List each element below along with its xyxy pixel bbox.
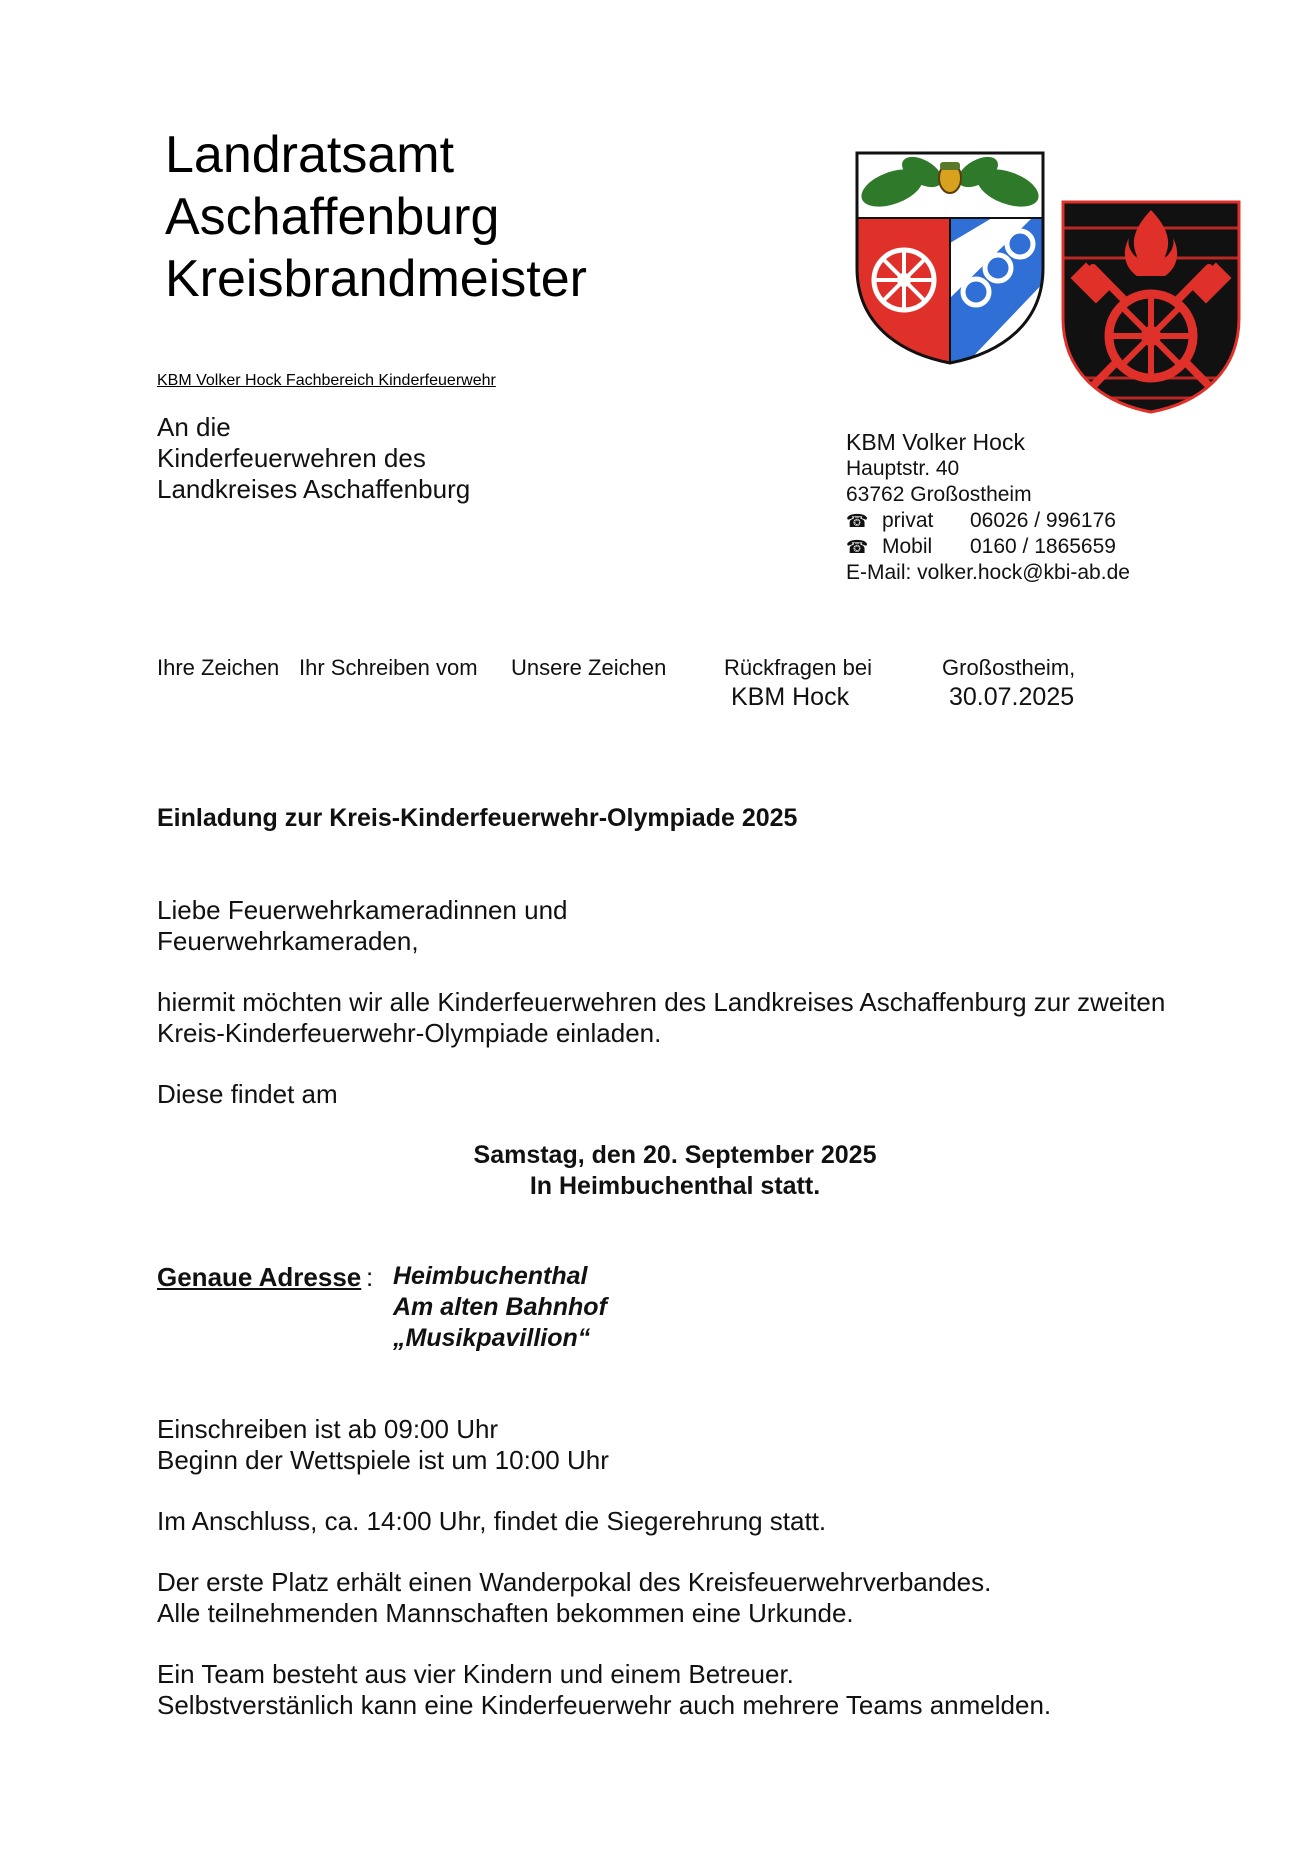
phone-label: privat <box>882 509 934 532</box>
ref-unsere-zeichen: Unsere Zeichen <box>511 655 667 680</box>
telephone-icon: ☎ <box>846 537 869 557</box>
contact-email[interactable]: E-Mail: volker.hock@kbi-ab.de <box>846 561 1130 584</box>
phone-row-mobile <box>846 534 1130 560</box>
letterhead-line-3: Kreisbrandmeister <box>165 250 587 308</box>
letterhead-line-1: Landratsamt <box>165 126 455 184</box>
prizes-line-2: Alle teilnehmenden Mannschaften bekommen eine Urkunde. <box>157 1598 854 1628</box>
contact-street: Hauptstr. 40 <box>846 457 960 480</box>
prizes-line-1: Der erste Platz erhält einen Wanderpokal des Kreisfeuerwehrverbandes. <box>157 1567 992 1597</box>
ceremony-paragraph: Im Anschluss, ca. 14:00 Uhr, findet die Siegerehrung statt. <box>157 1506 827 1536</box>
schedule-line-2: Beginn der Wettspiele ist um 10:00 Uhr <box>157 1445 609 1475</box>
ref-ihr-schreiben: Ihr Schreiben vom <box>299 655 478 680</box>
event-address <box>393 1261 607 1354</box>
phone-number: 0160 / 1865659 <box>970 535 1116 558</box>
ref-ihre-zeichen: Ihre Zeichen <box>157 655 280 680</box>
intro-line-2: Kreis-Kinderfeuerwehr-Olympiade einladen. <box>157 1018 662 1048</box>
recipient-line-3: Landkreises Aschaffenburg <box>157 474 471 504</box>
greeting-line-1: Liebe Feuerwehrkameradinnen und <box>157 895 568 925</box>
ref-rueckfragen-value: KBM Hock <box>731 683 850 711</box>
aschaffenburg-district-coat-of-arms-icon <box>852 148 1048 373</box>
phone-number: 06026 / 996176 <box>970 509 1116 532</box>
ref-ort: Großostheim, <box>942 655 1076 680</box>
phone-label: Mobil <box>882 535 933 558</box>
greeting-line-2: Feuerwehrkameraden, <box>157 926 419 956</box>
intro-line-1: hiermit möchten wir alle Kinderfeuerwehren des Landkreises Aschaffenburg zur zweiten <box>157 987 1166 1017</box>
prizes-paragraph <box>157 1567 991 1629</box>
intro-paragraph <box>157 987 1165 1049</box>
schedule-line-1: Einschreiben ist ab 09:00 Uhr <box>157 1414 499 1444</box>
schedule-paragraph <box>157 1414 609 1476</box>
letterhead-line-2: Aschaffenburg <box>165 188 500 246</box>
letterhead-title <box>165 124 587 310</box>
address-line-3: „Musikpavillion“ <box>393 1324 591 1352</box>
address-colon: : <box>366 1262 374 1292</box>
ref-rueckfragen: Rückfragen bei <box>724 655 872 680</box>
address-line-1: Heimbuchenthal <box>393 1262 588 1290</box>
telephone-icon: ☎ <box>846 511 869 531</box>
teams-line-2: Selbstverstänlich kann eine Kinderfeuerwehr auch mehrere Teams anmelden. <box>157 1690 1052 1720</box>
teams-line-1: Ein Team besteht aus vier Kindern und einem Betreuer. <box>157 1659 794 1689</box>
recipient-line-1: An die <box>157 412 231 442</box>
event-place: In Heimbuchenthal statt. <box>529 1172 821 1200</box>
fire-brigade-emblem-icon <box>1059 198 1243 421</box>
contact-name: KBM Volker Hock <box>846 429 1025 455</box>
date-intro: Diese findet am <box>157 1079 338 1109</box>
sender-line: KBM Volker Hock Fachbereich Kinderfeuerwehr <box>157 372 496 389</box>
letter-subject: Einladung zur Kreis-Kinderfeuerwehr-Olympiade 2025 <box>157 804 798 832</box>
contact-city: 63762 Großostheim <box>846 483 1032 506</box>
phone-row-private <box>846 508 1130 534</box>
contact-block <box>846 428 1130 586</box>
address-line-2: Am alten Bahnhof <box>393 1293 607 1321</box>
teams-paragraph <box>157 1659 1051 1721</box>
recipient-address <box>157 412 470 505</box>
recipient-line-2: Kinderfeuerwehren des <box>157 443 426 473</box>
greeting <box>157 895 568 957</box>
address-label: Genaue Adresse <box>157 1262 362 1292</box>
ref-datum: 30.07.2025 <box>949 683 1075 711</box>
event-date: Samstag, den 20. September 2025 <box>473 1141 877 1169</box>
